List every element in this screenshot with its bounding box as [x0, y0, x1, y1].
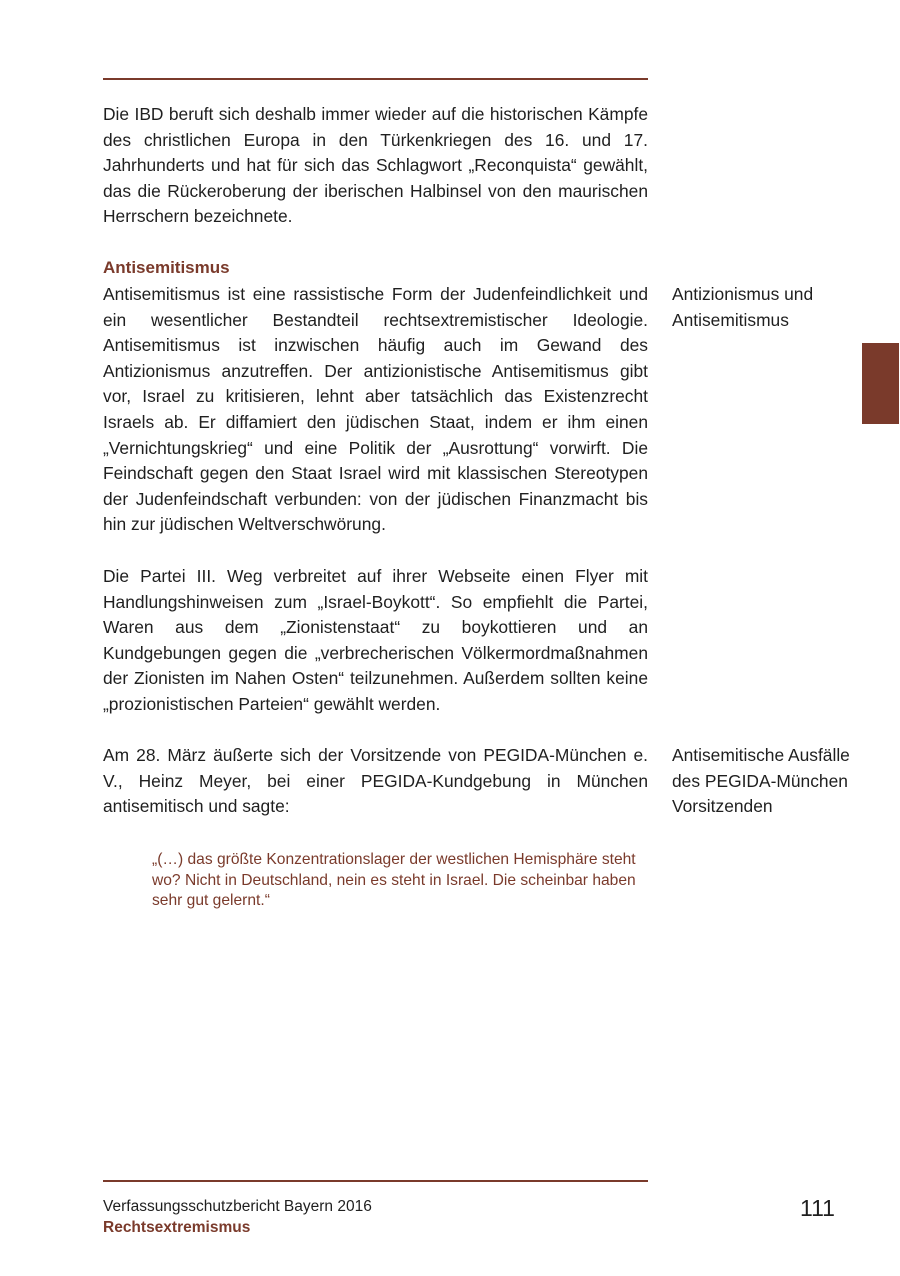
- footer-subtitle: Rechtsextremismus: [103, 1219, 251, 1236]
- paragraph-pegida-text: Am 28. März äußerte sich der Vorsitzende von PEGIDA-München e. V., Heinz Meyer, bei einer PEGIDA-Kundgebung in München antisemitisch und sagte:: [103, 745, 648, 817]
- block-quote: „(…) das größte Konzentrationslager der westlichen Hemisphäre steht wo? Nicht in Deutschland, nein es steht in Israel. Die scheinbar haben sehr gut gelernt.“: [152, 851, 636, 910]
- paragraph-pegida: [103, 743, 648, 820]
- page-number: 111: [800, 1195, 835, 1221]
- bottom-rule: [103, 1180, 648, 1182]
- paragraph-partei: [103, 564, 648, 718]
- footer-title: Verfassungsschutzbericht Bayern 2016: [103, 1198, 372, 1215]
- paragraph-antisemitismus-text: Antisemitismus ist eine rassistische Form der Judenfeindlichkeit und ein wesentlicher Bestandteil rechtsextremistischer Ideologie. Antisemitismus ist inzwischen häufig auch im Gewand des Antizionismus anzutreffen. Der antizionistische Antisemitismus gibt vor, Israel zu kritisieren, lehnt aber tatsächlich das Existenzrecht Israels ab. Er diffamiert den jüdischen Staat, indem er ihm einen „Vernichtungskrieg“ und eine Politik der „Ausrottung“ vorwirft. Die Feindschaft gegen den Staat Israel wird mit klassischen Stereotypen der Judenfeindschaft verbunden: von der jüdischen Finanzmacht bis hin zur jüdischen Weltverschwörung.: [103, 284, 648, 535]
- section-heading-antisemitismus: Antisemitismus: [103, 258, 230, 277]
- margin-note-antizionismus: Antizionismus und Antisemitismus: [672, 284, 814, 330]
- margin-note-pegida: Antisemitische Ausfälle des PEGIDA-München Vorsitzenden: [672, 745, 850, 817]
- top-rule: [103, 78, 648, 80]
- paragraph-ibd-text: Die IBD beruft sich deshalb immer wieder auf die historischen Kämpfe des christlichen Europa in den Türkenkriegen des 16. und 17. Jahrhunderts und hat für sich das Schlagwort „Reconquista“ gewählt, das die Rückeroberung der iberischen Halbinsel von den maurischen Herrschern bezeichnete.: [103, 104, 648, 227]
- paragraph-ibd: [103, 102, 648, 230]
- paragraph-partei-text: Die Partei III. Weg verbreitet auf ihrer Webseite einen Flyer mit Handlungshinweisen zum „Israel-Boykott“. So empfiehlt die Partei, Waren aus dem „Zionistenstaat“ zu boykottieren und an Kundgebungen gegen die „verbrecherischen Völkermordmaßnahmen der Zionisten im Nahen Osten“ teilzunehmen. Außerdem sollten keine „prozionistischen Parteien“ gewählt werden.: [103, 566, 648, 714]
- chapter-tab: [862, 343, 899, 424]
- paragraph-antisemitismus: [103, 282, 648, 538]
